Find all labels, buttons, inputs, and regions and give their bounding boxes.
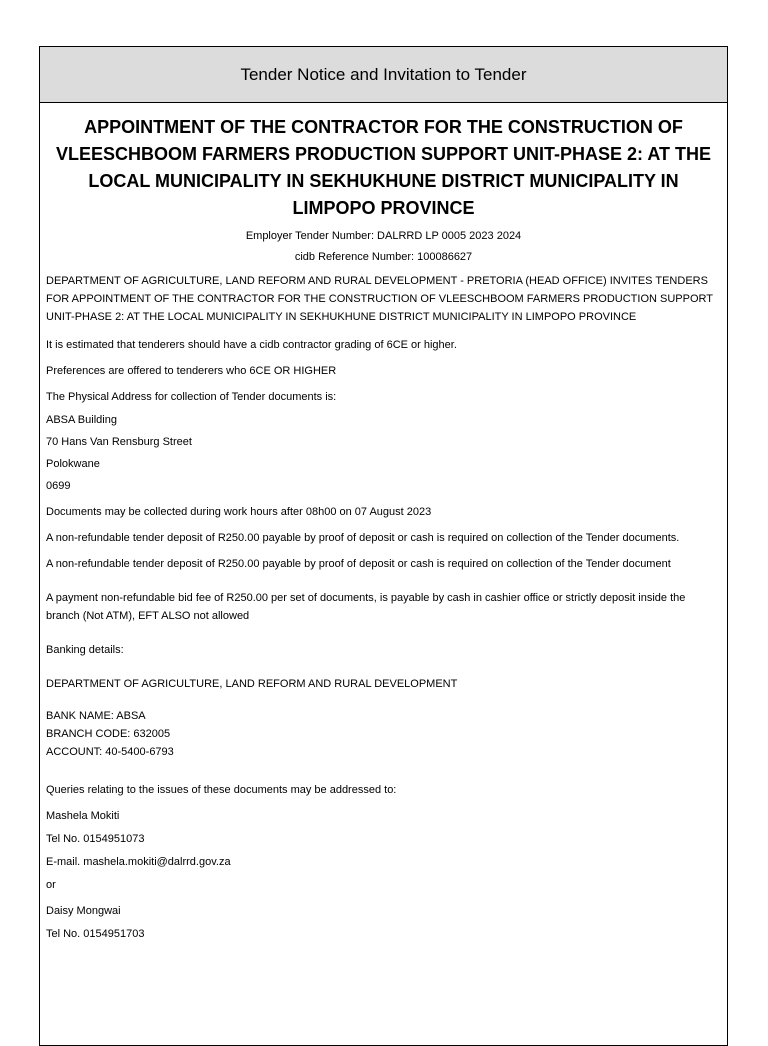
contact-email: E-mail. mashela.mokiti@dalrrd.gov.za xyxy=(46,856,231,868)
banking-department: DEPARTMENT OF AGRICULTURE, LAND REFORM AND RURAL DEVELOPMENT xyxy=(46,678,458,690)
address-line: 70 Hans Van Rensburg Street xyxy=(46,436,192,448)
tender-title: APPOINTMENT OF THE CONTRACTOR FOR THE CONSTRUCTION OF VLEESCHBOOM FARMERS PRODUCTION SUPPORT UNIT-PHASE 2: AT THE LOCAL MUNICIPALITY IN SEKHUKHUNE DISTRICT MUNICIPALITY IN LIMPOPO PROVINCE xyxy=(55,117,712,218)
employer-tender-number: Employer Tender Number: DALRRD LP 0005 2023 2024 xyxy=(245,230,522,242)
notice-header xyxy=(40,47,727,103)
grading-paragraph: It is estimated that tenderers should have a cidb contractor grading of 6CE or higher. xyxy=(46,339,457,351)
or-separator: or xyxy=(46,879,56,891)
banking-intro: Banking details: xyxy=(46,644,124,656)
queries-intro: Queries relating to the issues of these documents may be addressed to: xyxy=(46,784,397,796)
notice-body xyxy=(40,272,727,943)
notice-header-title: Tender Notice and Invitation to Tender xyxy=(240,64,527,84)
contact-name: Daisy Mongwai xyxy=(46,905,121,917)
bank-name: BANK NAME: ABSA xyxy=(46,710,146,722)
tender-notice-document xyxy=(39,46,728,1046)
cidb-reference-number: cidb Reference Number: 100086627 xyxy=(294,251,473,263)
preferences-paragraph: Preferences are offered to tenderers who 6CE OR HIGHER xyxy=(46,365,337,377)
branch-code: BRANCH CODE: 632005 xyxy=(46,728,171,740)
address-line: Polokwane xyxy=(46,458,100,470)
collection-paragraph: Documents may be collected during work hours after 08h00 on 07 August 2023 xyxy=(46,506,432,518)
bid-fee-paragraph: A payment non-refundable bid fee of R250.00 per set of documents, is payable by cash in cashier office or strictly deposit inside the branch (Not ATM), EFT ALSO not allowed xyxy=(46,592,686,622)
contact-tel: Tel No. 0154951703 xyxy=(46,928,145,940)
deposit-paragraph: A non-refundable tender deposit of R250.00 payable by proof of deposit or cash is required on collection of the Tender documents. xyxy=(46,532,680,544)
deposit-paragraph: A non-refundable tender deposit of R250.00 payable by proof of deposit or cash is required on collection of the Tender document xyxy=(46,558,671,570)
account-number: ACCOUNT: 40-5400-6793 xyxy=(46,746,174,758)
address-line: ABSA Building xyxy=(46,414,117,426)
invitation-paragraph: DEPARTMENT OF AGRICULTURE, LAND REFORM AND RURAL DEVELOPMENT - PRETORIA (HEAD OFFICE) INVITES TENDERS FOR APPOINTMENT OF THE CONTRACTOR FOR THE CONSTRUCTION OF VLEESCHBOOM FARMERS PRODUCTION SUPPORT UNIT-PHASE 2: AT THE LOCAL MUNICIPALITY IN SEKHUKHUNE DISTRICT MUNICIPALITY IN LIMPOPO PROVINCE xyxy=(46,275,713,323)
address-line: 0699 xyxy=(46,480,71,492)
contact-name: Mashela Mokiti xyxy=(46,810,120,822)
address-intro: The Physical Address for collection of Tender documents is: xyxy=(46,391,337,403)
contact-tel: Tel No. 0154951073 xyxy=(46,833,145,845)
